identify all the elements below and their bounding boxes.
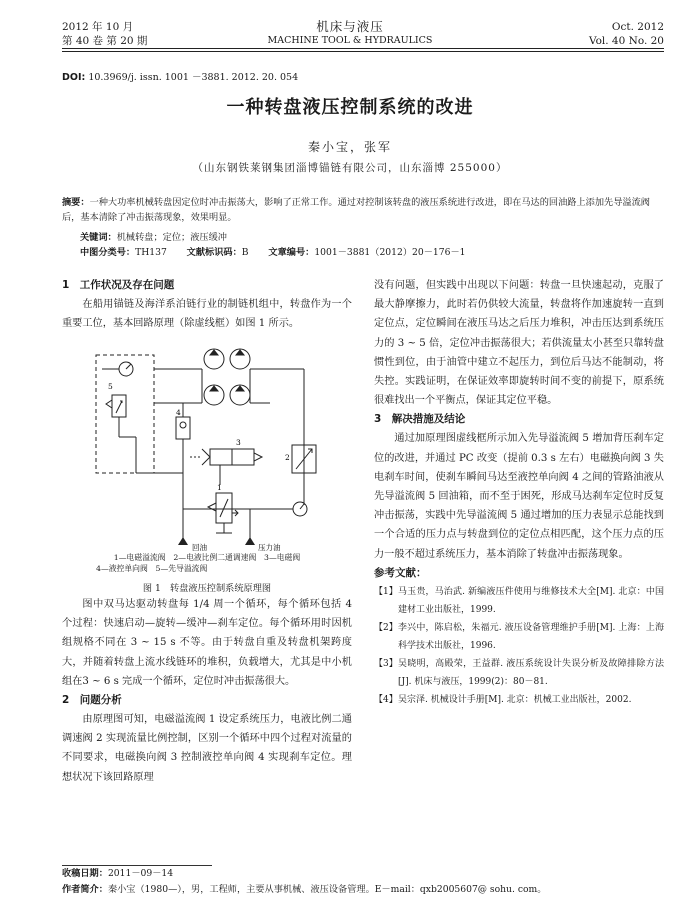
solenoid-valve-3-box-b <box>232 449 254 465</box>
article-id-label: 文章编号： <box>268 247 315 258</box>
figure-caption: 图 1 转盘液压控制系统原理图 <box>142 583 272 594</box>
author-bio <box>62 882 672 898</box>
left-column-bottom <box>62 595 352 787</box>
figure-legend <box>62 552 352 574</box>
header-rule <box>62 48 664 49</box>
section-2-heading: 2 问题分析 <box>62 694 122 707</box>
label-valve-5: 5 <box>108 382 113 391</box>
journal-title-en: MACHINE TOOL & HYDRAULICS <box>267 35 433 46</box>
references-heading: 参考文献： <box>374 566 427 579</box>
journal-title-cn: 机床与液压 <box>316 19 384 34</box>
hydraulic-schematic-diagram <box>90 345 330 565</box>
abstract-text: 一种大功率机械转盘因定位时冲击振荡大，影响了正常工作。通过对控制该转盘的液压系统进行改进，即在马达的回油路上添加先导溢流阀后，基本清除了冲击振荡现象，效果明显。 <box>62 197 650 223</box>
section-3-para-1: 通过加原理图虚线框所示加入先导溢流阀 5 增加背压刹车定位的改进，并通过 PC 改变（提前 0.3 s 左右）电磁换向阀 3 失电刹车时间，使刹车瞬间马达至液控单向阀 4 之间的管路油液从先导溢流阀 5 回油箱，而不至于困死，形成马达刹车定位时反复冲击振荡，实践中先导溢流阀 5 通过增加的压力表显示总能找到一个合适的压力点与转盘到位的定位点相匹配，这个压力点的压力一般不超过系统压力，基本消除了转盘冲击振荡现象。 <box>374 433 664 560</box>
received-label: 收稿日期： <box>62 868 108 879</box>
keywords-label: 关键词： <box>80 232 117 243</box>
header-right <box>589 20 664 48</box>
right-column <box>374 276 664 709</box>
section-3-heading: 3 解决措施及结论 <box>374 413 466 426</box>
section-1-para-2: 图中双马达驱动转盘每 1/4 周一个循环，每个循环包括 4 个过程：快速启动—旋转—缓冲—刹车定位。每个循环用时因机组规格不同在 3 ~ 15 s 不等。由于转盘自重及转盘机架跨度大，并随着转盘上流水线链环的堆积，负载增大，尤其是中小机组在3 ~ 6 s 完成一个循环，定位时冲击振荡很大。 <box>62 599 352 687</box>
label-pressure-oil: 压力油 <box>258 543 281 552</box>
article-title: 一种转盘液压控制系统的改进 <box>226 97 474 118</box>
reference-number: 【4】 <box>374 694 398 705</box>
doi-label: DOI: <box>62 72 86 83</box>
header-rule-thin <box>62 51 664 52</box>
received-value: 2011－09－14 <box>107 868 174 879</box>
reference-item <box>374 583 664 619</box>
bio-label: 作者简介： <box>62 884 108 895</box>
abstract <box>62 195 662 225</box>
section-1-heading: 1 工作状况及存在问题 <box>62 279 175 291</box>
footnote <box>62 866 672 898</box>
return-oil-arrow <box>178 537 188 545</box>
doi-line <box>62 69 298 83</box>
keywords <box>80 230 227 245</box>
abstract-label: 摘要： <box>62 197 90 208</box>
left-column-top <box>62 276 352 333</box>
volume-issue: 第 40 卷 第 20 期 <box>62 35 148 47</box>
bio-text: 秦小宝（1980—），男，工程师，主要从事机械、液压设备管理。E－mail：qxb2005607@ sohu. com。 <box>107 884 547 895</box>
reference-text: 马玉贵，马治武. 新编液压件使用与维修技术大全[M]. 北京：中国建材工业出版社，1999. <box>398 586 664 615</box>
clc-label: 中图分类号： <box>80 247 136 258</box>
reference-item <box>374 619 664 655</box>
reference-text: 吴宗泽. 机械设计手册[M]. 北京：机械工业出版社，2002. <box>398 694 632 705</box>
label-return-oil: 回油 <box>192 543 207 552</box>
references-list <box>374 583 664 709</box>
figure-legend-line-1: 1—电磁溢流阀 2—电液比例二通调速阀 3—电磁阀 <box>113 553 301 562</box>
article-authors: 秦小宝，张军 <box>307 140 392 154</box>
issue-date-en: Oct. 2012 <box>611 21 664 33</box>
solenoid-valve-3-box-a <box>210 449 232 465</box>
label-valve-3: 3 <box>236 438 241 447</box>
doc-code-label: 文献标识码： <box>186 247 242 258</box>
doi-value: 10.3969/j. issn. 1001 －3881. 2012. 20. 054 <box>88 72 299 83</box>
issue-date: 2012 年 10 月 <box>62 21 134 33</box>
article-id-value: 1001－3881（2012）20－176－1 <box>314 247 466 258</box>
reference-number: 【2】 <box>374 622 398 633</box>
author-affiliation: （山东钢铁莱钢集团淄博锚链有限公司，山东淄博 255000） <box>192 162 508 174</box>
classification-line <box>80 245 465 260</box>
header-center <box>250 20 450 48</box>
reference-text: 李兴中，陈启松，朱福元. 液压设备管理维护手册[M]. 上海：上海科学技术出版社，1996. <box>398 622 664 651</box>
reference-text: 吴晓明，高殿荣，王益群. 液压系统设计失误分析及故障排除方法[J]. 机床与液压，1999(2)：80－81. <box>398 658 664 687</box>
reference-number: 【3】 <box>374 658 398 669</box>
dashed-improvement-box <box>96 355 154 473</box>
reference-item <box>374 655 664 691</box>
label-valve-1: 1 <box>217 483 222 492</box>
figure-legend-line-2: 4—液控单向阀 5—先导溢流阀 <box>96 564 208 573</box>
section-1-para-1: 在船用锚链及海洋系泊链行业的制链机组中，转盘作为一个重要工位，基本回路原理（除虚线框）如图 1 所示。 <box>62 299 352 330</box>
volume-issue-en: Vol. 40 No. 20 <box>588 35 664 47</box>
reference-number: 【1】 <box>374 586 398 597</box>
label-valve-4: 4 <box>176 408 181 417</box>
received-date <box>62 866 672 882</box>
doc-code-value: B <box>241 247 249 258</box>
reference-item <box>374 691 664 709</box>
clc-value: TH137 <box>135 247 167 258</box>
header-left <box>62 20 147 48</box>
section-2-para-1: 由原理图可知，电磁溢流阀 1 设定系统压力，电液比例二通调速阀 2 实现流量比例控制，区别一个循环中四个过程对流量的不同要求，电磁换向阀 3 控制液控单向阀 4 实现刹车定位。理想状况下该回路原理 <box>62 714 352 783</box>
pressure-oil-arrow <box>245 537 255 545</box>
label-valve-2: 2 <box>285 453 290 462</box>
keywords-text: 机械转盘；定位；液压缓冲 <box>116 232 227 243</box>
section-2-para-2: 没有问题，但实践中出现以下问题：转盘一旦快速起动，克服了最大静摩擦力，此时若仍供较大流量，转盘将作加速旋转一直到定位点，定位瞬间在液压马达之后压力堆积，冲击压达到系统压力的 3 ~ 5 倍，定位冲击振荡很大；若供流量太小甚至只靠转盘惯性到位，由于油管中建立不起压力，到位后马达不能制动，将失控。实践证明，在保证效率即旋转时间不变的前提下，原系统很难找出一个平衡点，保证其定位平稳。 <box>374 280 664 407</box>
